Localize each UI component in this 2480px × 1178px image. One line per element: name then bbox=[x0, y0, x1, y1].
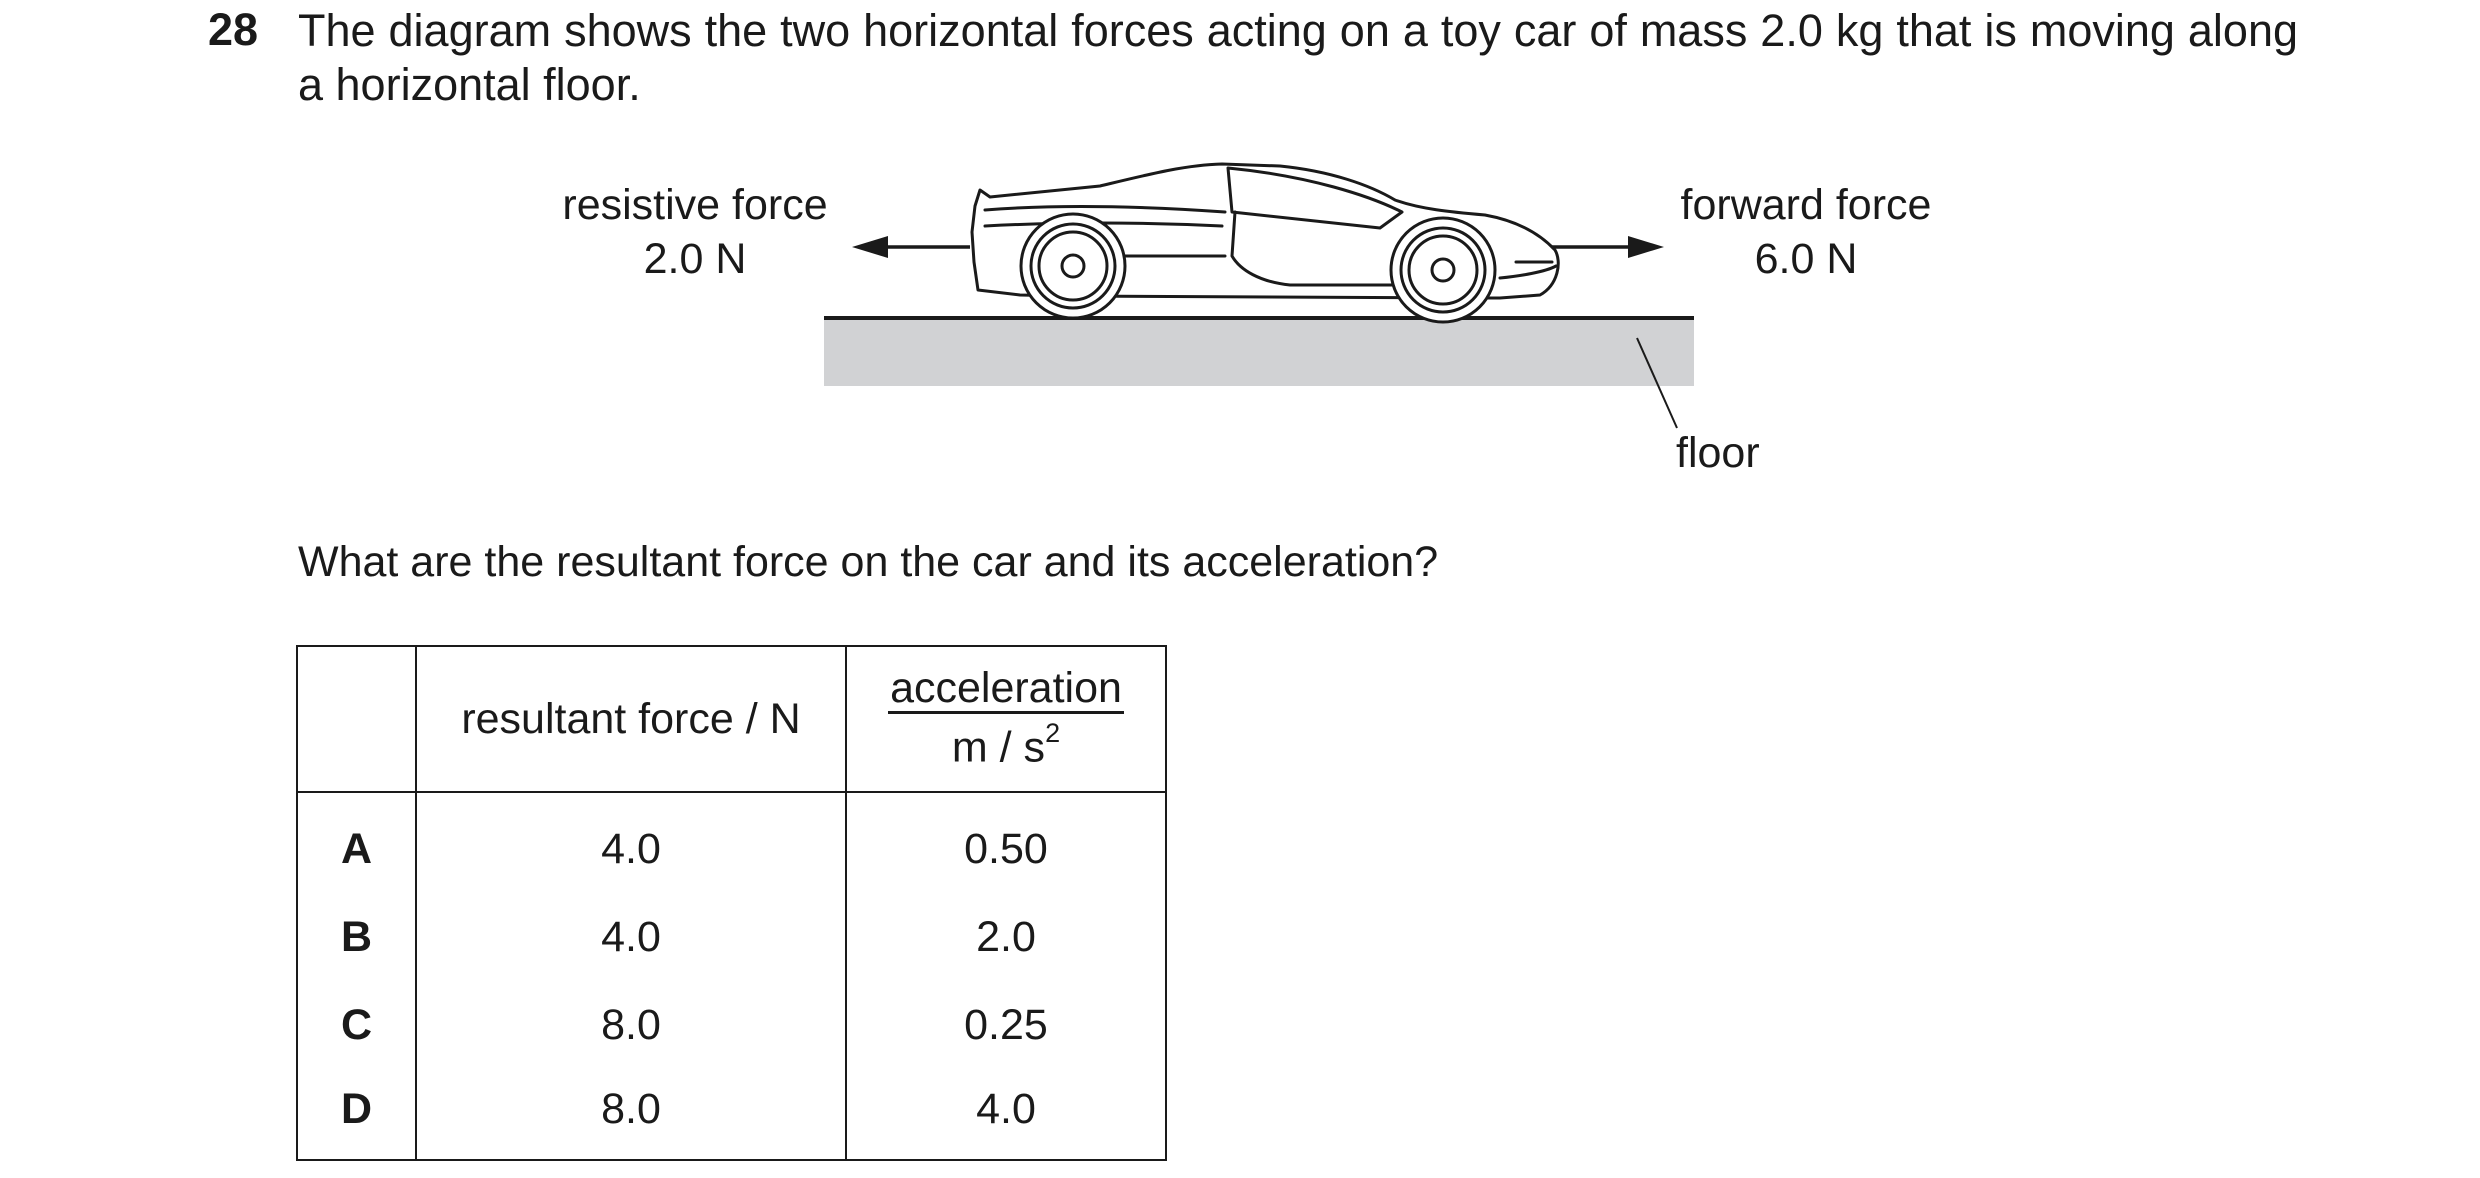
option-letter: B bbox=[297, 893, 416, 981]
option-force: 8.0 bbox=[416, 1069, 846, 1160]
option-letter: D bbox=[297, 1069, 416, 1160]
option-acceleration: 0.25 bbox=[846, 981, 1166, 1069]
option-acceleration: 0.50 bbox=[846, 792, 1166, 893]
option-letter: A bbox=[297, 792, 416, 893]
option-force: 8.0 bbox=[416, 981, 846, 1069]
option-row-d[interactable] bbox=[297, 1069, 1166, 1160]
acceleration-unit: m / $s^2$ bbox=[951, 718, 1061, 772]
option-acceleration: 2.0 bbox=[846, 893, 1166, 981]
option-row-c[interactable] bbox=[297, 981, 1166, 1069]
acceleration-label: acceleration bbox=[890, 664, 1122, 713]
floor-shading bbox=[824, 318, 1694, 386]
forward-force-label: forward force 6.0 N bbox=[1680, 181, 1932, 283]
header-blank-cell bbox=[297, 646, 416, 792]
option-row-a[interactable] bbox=[297, 792, 1166, 893]
option-letter: C bbox=[297, 981, 416, 1069]
answer-options-table bbox=[296, 645, 1167, 1161]
question-stem: The diagram shows the two horizontal forces acting on a toy car of mass 2.0 kg that is moving along a horizontal floor. bbox=[298, 5, 2298, 110]
option-force: 4.0 bbox=[416, 893, 846, 981]
resistive-force-arrow bbox=[852, 236, 970, 258]
question-number: 28 bbox=[208, 4, 259, 55]
resistive-force-label: resistive force 2.0 N bbox=[562, 181, 828, 283]
option-force: 4.0 bbox=[416, 792, 846, 893]
table-header-row bbox=[297, 646, 1166, 792]
floor-label: floor bbox=[1676, 429, 1760, 477]
header-resultant-force: resultant force / N bbox=[416, 646, 846, 792]
option-row-b[interactable] bbox=[297, 893, 1166, 981]
header-acceleration bbox=[846, 646, 1166, 792]
option-acceleration: 4.0 bbox=[846, 1069, 1166, 1160]
acceleration-unit-fraction bbox=[888, 665, 1124, 770]
force-diagram bbox=[0, 0, 2480, 520]
toy-car bbox=[972, 164, 1558, 322]
question-prompt: What are the resultant force on the car and its acceleration? bbox=[298, 538, 1439, 586]
